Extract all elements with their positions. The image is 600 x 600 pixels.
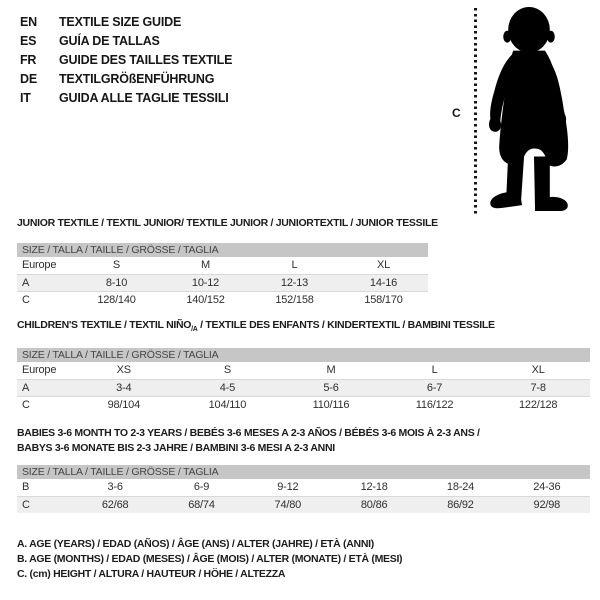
size-cell: 62/68 [101,499,129,511]
size-cell: S [112,259,121,271]
size-cell: M [201,259,210,271]
legend-line-c: C. (cm) HEIGHT / ALTURA / HAUTEUR / HÖHE / ALTEZZA [17,568,286,580]
row-label: C [22,294,30,306]
size-cell: 122/128 [518,399,558,411]
language-title: TEXTILGRÖßENFÜHRUNG [59,72,215,86]
size-cell: 3-4 [116,382,132,394]
size-cell: 9-12 [277,481,299,493]
language-row-de [20,70,232,89]
size-cell: 110/116 [312,399,350,411]
size-cell: 10-12 [191,277,220,289]
row-label: C [22,499,30,511]
title-text: CHILDREN'S TEXTILE / TEXTIL NIÑO [17,319,192,331]
size-header-bar: SIZE / TALLA / TAILLE / GRÖSSE / TAGLIA [17,465,590,479]
title-subscript: /A [191,326,198,334]
size-cell: 8-10 [105,277,128,289]
row-label: A [22,277,30,289]
size-cell: L [431,364,438,376]
size-cell: 12-18 [360,481,388,493]
size-cell: L [291,259,298,271]
section-title-junior: JUNIOR TEXTILE / TEXTIL JUNIOR/ TEXTILE JUNIOR / JUNIORTEXTIL / JUNIOR TESSILE [17,217,438,229]
size-cell: M [326,364,336,376]
junior-size-table [17,243,428,308]
size-cell: 140/152 [186,294,225,306]
row-label: B [22,481,30,493]
table-row-height [17,291,428,308]
size-cell: 12-13 [280,277,309,289]
table-row-months [17,479,590,496]
height-measure-label: C [452,106,461,120]
section-title-children [17,319,495,333]
size-cell: 4-5 [219,382,236,394]
language-row-es [20,32,232,51]
babies-size-table [17,465,590,513]
language-code: IT [20,91,31,105]
language-title: GUIDE DES TAILLES TEXTILE [59,53,233,67]
size-cell: 104/110 [208,399,247,411]
size-cell: 68/74 [188,499,215,511]
language-row-it [20,89,232,108]
table-row-age [17,274,428,291]
size-cell: 5-6 [323,382,339,394]
size-header-bar: SIZE / TALLA / TAILLE / GRÖSSE / TAGLIA [17,243,428,257]
size-cell: 14-16 [369,277,398,289]
size-cell: XL [531,364,545,376]
legend-line-a: A. AGE (YEARS) / EDAD (AÑOS) / ÂGE (ANS) / ALTER (JAHRE) / ETÀ (ANNI) [17,538,374,550]
size-cell: 7-8 [530,382,546,394]
size-cell: 80/86 [360,499,388,511]
row-label: Europe [22,364,57,376]
table-row-europe [17,257,428,274]
row-label: C [22,399,30,411]
size-cell: 158/170 [364,294,403,306]
table-row-age [17,379,590,396]
size-header-bar: SIZE / TALLA / TAILLE / GRÖSSE / TAGLIA [17,348,590,362]
language-code: EN [20,15,37,29]
height-dotted-line [474,8,477,214]
size-cell: 152/158 [275,294,314,306]
size-cell: 116/122 [415,399,454,411]
language-title: GUIDA ALLE TAGLIE TESSILI [59,91,229,105]
section-title-babies [17,426,480,456]
language-list [20,13,232,108]
language-row-en [20,13,232,32]
language-code: ES [20,34,37,48]
size-cell: 3-6 [107,481,123,493]
size-cell: 24-36 [533,481,561,493]
row-label: A [22,382,30,394]
title-line-2: BABYS 3-6 MONATE BIS 2-3 JAHRE / BAMBINI 3-6 MESI A 2-3 ANNI [17,442,335,454]
row-label: Europe [22,259,57,271]
table-row-height [17,396,590,413]
size-cell: 74/80 [274,499,302,511]
language-code: FR [20,53,37,67]
size-cell: 6-9 [193,481,210,493]
language-title: GUÍA DE TALLAS [59,34,160,48]
measurement-legend [17,537,402,582]
size-cell: 92/98 [533,499,561,511]
table-row-europe [17,362,590,379]
baby-silhouette-icon [486,6,576,214]
language-row-fr [20,51,232,70]
title-text: / TEXTILE DES ENFANTS / KINDERTEXTIL / BAMBINI TESSILE [197,319,495,331]
table-row-height [17,496,590,513]
size-cell: XL [376,259,391,271]
size-cell: 6-7 [426,382,443,394]
language-title: TEXTILE SIZE GUIDE [59,15,182,29]
size-cell: 98/104 [107,399,141,411]
children-size-table [17,348,590,413]
size-cell: XS [116,364,131,376]
size-cell: 86/92 [447,499,474,511]
size-cell: 18-24 [446,481,475,493]
title-line-1: BABIES 3-6 MONTH TO 2-3 YEARS / BEBÉS 3-6 MESES A 2-3 AÑOS / BÉBÉS 3-6 MOIS À 2-3 ANS / [17,427,480,439]
language-code: DE [20,72,37,86]
size-cell: S [223,364,231,376]
legend-line-b: B. AGE (MONTHS) / EDAD (MESES) / ÂGE (MOIS) / ALTER (MONATE) / ETÀ (MESI) [17,553,403,565]
size-cell: 128/140 [97,294,136,306]
